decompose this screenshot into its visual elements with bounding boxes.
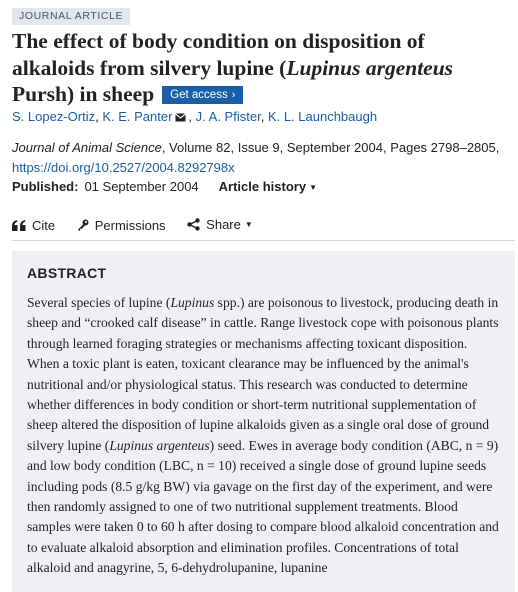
get-access-label: Get access [170, 89, 228, 101]
email-icon[interactable] [175, 113, 186, 122]
chevron-right-icon: › [231, 89, 236, 101]
get-access-button[interactable] [162, 86, 243, 104]
caret-down-icon: ▼ [244, 220, 253, 229]
caret-down-icon: ▼ [309, 183, 317, 192]
citation-details: , Volume 82, Issue 9, September 2004, Pages 2798–2805, [161, 140, 500, 155]
divider [12, 240, 515, 241]
author-link[interactable]: S. Lopez-Ortiz [12, 109, 96, 124]
author-list: S. Lopez-Ortiz, K. E. Panter , J. A. Pfister, K. L. Launchbaugh [12, 109, 378, 124]
citation [12, 138, 512, 178]
title-text-part1: The effect of body condition on disposition of alkaloids from silvery lupine ( [12, 29, 425, 80]
abstract-section [12, 251, 515, 592]
article-type-badge: JOURNAL ARTICLE [12, 8, 130, 25]
journal-name: Journal of Animal Science [12, 140, 162, 155]
author-link[interactable]: J. A. Pfister [195, 109, 261, 124]
permissions-label: Permissions [94, 217, 166, 233]
abstract-heading: ABSTRACT [27, 265, 107, 281]
quote-icon [12, 220, 26, 231]
author-link[interactable]: K. E. Panter [102, 109, 173, 124]
share-button[interactable] [187, 217, 253, 232]
share-icon [187, 218, 200, 231]
key-icon [77, 219, 89, 231]
article-toolbar [12, 217, 271, 234]
article-history-label: Article history [218, 179, 307, 194]
published-date: 01 September 2004 [84, 179, 199, 194]
cite-label: Cite [32, 218, 56, 233]
publication-info [12, 179, 317, 194]
published-label: Published: [12, 179, 79, 194]
cite-button[interactable] [12, 218, 55, 233]
article-title [12, 28, 512, 108]
abstract-body: Several species of lupine (Lupinus spp.) are poisonous to livestock, producing death in sheep and “crooked calf disease” in cattle. Range livestock cope with poisonous plants through learned foraging strategies or mechanisms affecting toxicant disposition. When a toxic plant is eaten, toxicant clearance may be influenced by the animal's nutritional and/or physiological status. This research was conducted to determine whether differences in body condition or short-term nutritional supplementation of sheep altered the disposition of lupine alkaloids given as a single oral dose of ground silvery lupine (Lupinus argenteus) seed. Ewes in average body condition (ABC, n = 9) and low body condition (LBC, n = 10) received a single dose of ground lupine seeds including pods (8.5 g/kg BW) via gavage on the first day of the experiment, and were then randomly assigned to one of two nutritional supplement treatments. Blood samples were taken 0 to 60 h after dosing to compare blood alkaloid concentration and to evaluate alkaloid absorption and elimination profiles. Concentrations of total alkaloid and anagyrine, 5, 6-dehydrolupanine, lupanine [27, 295, 499, 576]
title-species: Lupinus argenteus [286, 55, 454, 80]
permissions-button[interactable] [77, 218, 166, 233]
title-text-part2: Pursh) in sheep [12, 82, 155, 106]
author-link[interactable]: K. L. Launchbaugh [267, 109, 378, 124]
article-history-toggle[interactable] [219, 179, 317, 194]
share-label: Share [206, 217, 241, 232]
doi-link[interactable]: https://doi.org/10.2527/2004.8292798x [12, 160, 235, 175]
